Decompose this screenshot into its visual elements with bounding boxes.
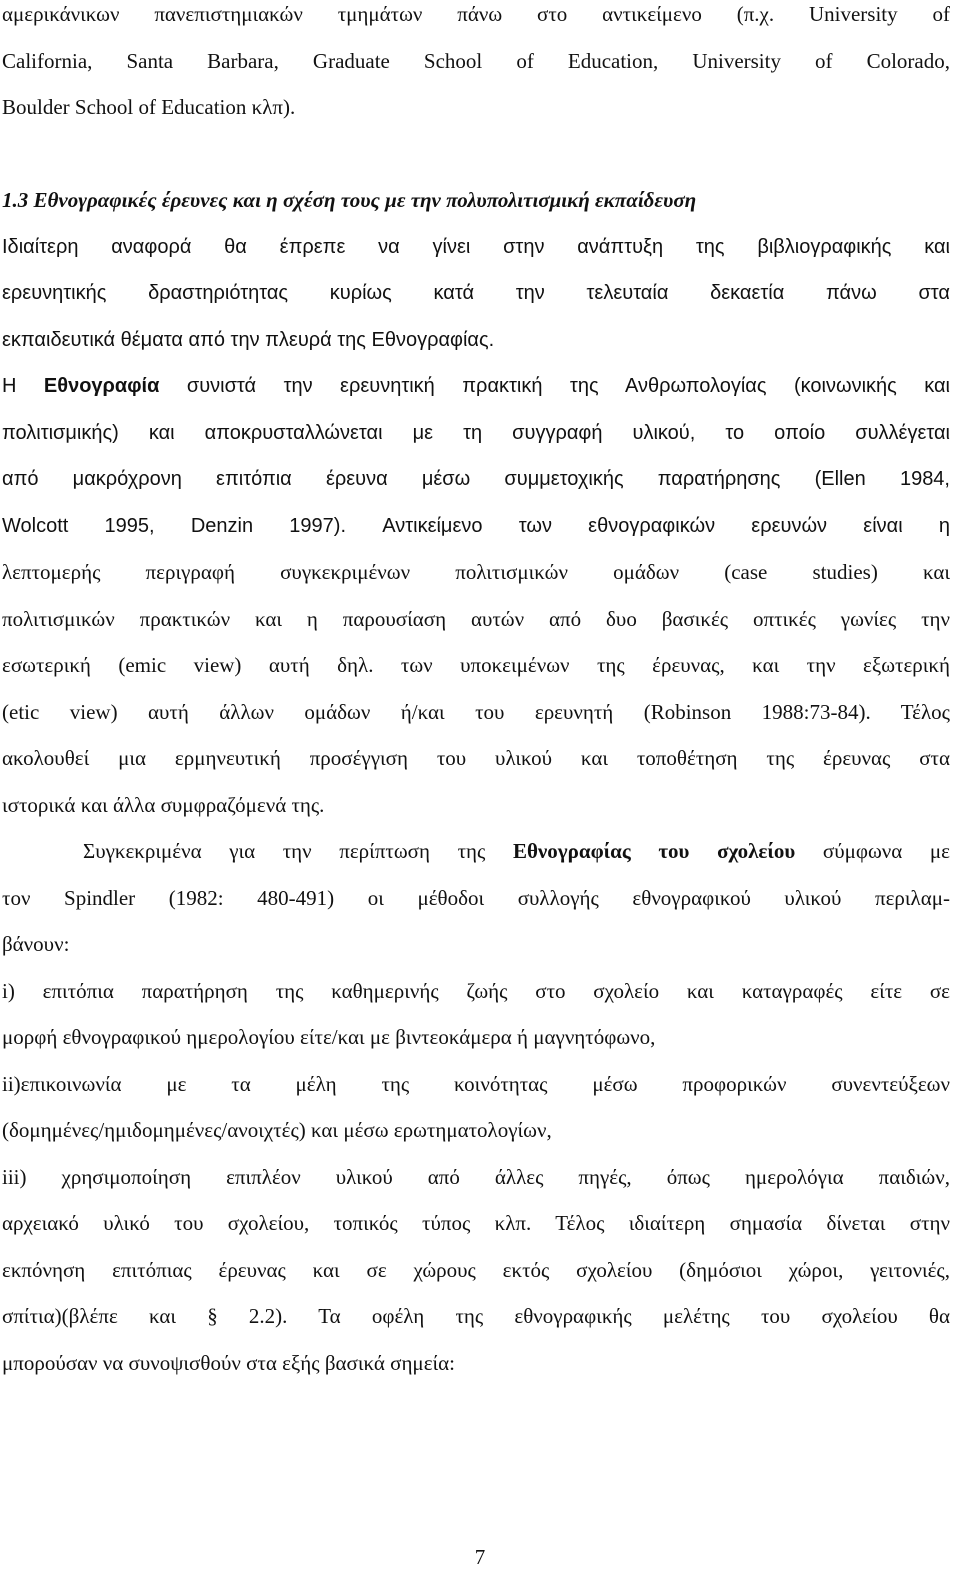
intro-line: αμερικάνικων πανεπιστημιακών τμημάτων πάνω στο αντικείμενο (π.χ. University of [2, 2, 950, 26]
body-line [2, 828, 950, 875]
body-line: Wolcott 1995, Denzin 1997). Αντικείμενο των εθνογραφικών ερευνών είναι η [2, 514, 950, 537]
body-line: πολιτισμικών πρακτικών και η παρουσίαση αυτών από δυο βασικές οπτικές γωνίες την [2, 606, 950, 631]
body-text: συνιστά την ερευνητική πρακτική της Ανθρωπολογίας (κοινωνικής και [159, 375, 951, 397]
bold-term: Εθνογραφία [43, 375, 160, 397]
body-line: ιστορικά και άλλα συμφραζόμενά της. [2, 792, 325, 817]
list-item-line: μπορούσαν να συνοψισθούν στα εξής βασικά σημεία: [2, 1350, 455, 1375]
body-line: τον Spindler (1982: 480-491) οι μέθοδοι συλλογής εθνογραφικού υλικού περιλαμ- [2, 885, 950, 910]
list-item-line: εκπόνηση επιτόπιας έρευνας και σε χώρους εκτός σχολείου (δημόσιοι χώροι, γειτονιές, [2, 1257, 950, 1282]
body-text: Συγκεκριμένα για την περίπτωση της [83, 839, 513, 863]
body-line: εκπαιδευτικά θέματα από την πλευρά της Εθνογραφίας. [2, 328, 495, 351]
body-line: ακολουθεί μια ερμηνευτική προσέγγιση του υλικού και τοποθέτηση της έρευνας στα [2, 746, 950, 770]
list-item-line: μορφή εθνογραφικού ημερολογίου είτε/και με βιντεοκάμερα ή μαγνητόφωνο, [2, 1025, 656, 1049]
list-item-line: σπίτια)(βλέπε και § 2.2). Τα οφέλη της εθνογραφικής μελέτης του σχολείου θα [2, 1304, 950, 1328]
intro-line: California, Santa Barbara, Graduate School of Education, University of Colorado, [2, 48, 950, 73]
list-item-line: ii)επικοινωνία με τα μέλη της κοινότητας μέσω προφορικών συνεντεύξεων [2, 1071, 950, 1096]
list-item-line: (δομημένες/ημιδομημένες/ανοιχτές) και μέσω ερωτηματολογίων, [2, 1118, 552, 1142]
paragraph-gap [2, 131, 950, 178]
body-text: Η [2, 375, 44, 397]
bold-term: Εθνογραφίας του σχολείου [512, 839, 796, 863]
intro-line: Boulder School of Education κλπ). [2, 95, 296, 119]
body-line: λεπτομερής περιγραφή συγκεκριμένων πολιτισμικών ομάδων (case studies) και [2, 560, 950, 584]
body-line [2, 363, 950, 410]
body-line: ερευνητικής δραστηριότητας κυρίως κατά την τελευταία δεκαετία πάνω στα [2, 282, 950, 304]
page-number: 7 [474, 1545, 486, 1569]
body-line: εσωτερική (emic view) αυτή δηλ. των υποκειμένων της έρευνας, και την εξωτερική [2, 653, 950, 677]
section-heading: 1.3 Εθνογραφικές έρευνες και η σχέση τους με την πολυπολιτισμική εκπαίδευση [2, 188, 697, 212]
body-line: Ιδιαίτερη αναφορά θα έπρεπε να γίνει στην ανάπτυξη της βιβλιογραφικής και [2, 235, 950, 258]
body-text: σύμφωνα με [795, 839, 950, 863]
body-line: (etic view) αυτή άλλων ομάδων ή/και του ερευνητή (Robinson 1988:73-84). Τέλος [2, 699, 950, 724]
body-line: βάνουν: [2, 932, 70, 956]
list-item-line: i) επιτόπια παρατήρηση της καθημερινής ζωής στο σχολείο και καταγραφές είτε σε [2, 978, 950, 1003]
list-item-line: αρχειακό υλικό του σχολείου, τοπικός τύπος κλπ. Τέλος ιδιαίτερη σημασία δίνεται στην [2, 1211, 950, 1235]
body-line: πολιτισμικής) και αποκρυσταλλώνεται με τη συγγραφή υλικού, το οποίο συλλέγεται [2, 421, 950, 444]
document-page [2, 0, 950, 1386]
list-item-line: iii) χρησιμοποίηση επιπλέον υλικού από άλλες πηγές, όπως ημερολόγια παιδιών, [2, 1164, 950, 1189]
body-line: από μακρόχρονη επιτόπια έρευνα μέσω συμμετοχικής παρατήρησης (Ellen 1984, [2, 468, 950, 490]
